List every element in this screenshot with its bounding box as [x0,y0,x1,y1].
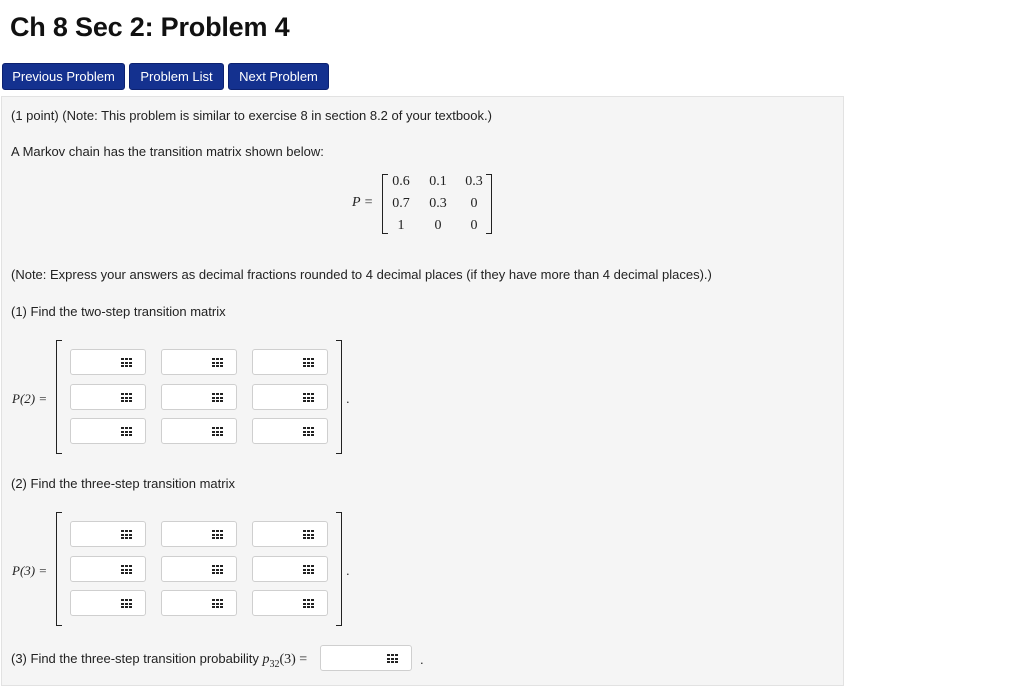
part1-label: (1) Find the two-step transition matrix [11,304,226,319]
grid-icon[interactable] [212,565,223,574]
grid-icon[interactable] [121,530,132,539]
grid-icon[interactable] [121,393,132,402]
matrix-p-cell: 0 [470,218,478,233]
grid-icon[interactable] [212,599,223,608]
p2-answer-cell[interactable] [252,384,328,410]
p3-answer-cell[interactable] [70,556,146,582]
grid-icon[interactable] [303,427,314,436]
p3-answer-cell[interactable] [70,521,146,547]
grid-icon[interactable] [212,393,223,402]
matrix-p-cell: 0.1 [429,174,447,189]
grid-icon[interactable] [303,393,314,402]
p3-label: P(3) = [12,563,48,578]
p2-answer-cell[interactable] [161,418,237,444]
part3-period: . [420,652,424,667]
p2-answer-cell[interactable] [70,384,146,410]
matrix-p-cell: 0 [470,196,478,211]
problem-intro: (1 point) (Note: This problem is similar to exercise 8 in section 8.2 of your textbook.) [11,108,492,123]
grid-icon[interactable] [303,530,314,539]
p2-answer-cell[interactable] [70,349,146,375]
p3-left-bracket [56,512,62,626]
grid-icon[interactable] [121,599,132,608]
part3-math-symbol: p [262,652,270,667]
p2-right-bracket [336,340,342,454]
page-title: Ch 8 Sec 2: Problem 4 [10,12,290,42]
part3-math-subscript: 32 [269,658,280,670]
p32-answer-cell[interactable] [320,645,412,671]
p3-right-bracket [336,512,342,626]
next-problem-button[interactable]: Next Problem [228,63,329,90]
p3-answer-cell[interactable] [161,590,237,616]
p3-answer-cell[interactable] [252,590,328,616]
previous-problem-button[interactable]: Previous Problem [2,63,125,90]
p2-answer-cell[interactable] [252,418,328,444]
grid-icon[interactable] [121,427,132,436]
p2-answer-cell[interactable] [252,349,328,375]
p3-answer-cell[interactable] [161,521,237,547]
matrix-p-cell: 0.7 [392,196,410,211]
p2-answer-cell[interactable] [161,349,237,375]
part3-math [262,652,308,670]
grid-icon[interactable] [303,358,314,367]
part3-math-suffix: (3) = [279,652,308,667]
p3-answer-cell[interactable] [161,556,237,582]
p2-label: P(2) = [12,391,48,406]
part2-label: (2) Find the three-step transition matrix [11,476,235,491]
p2-answer-cell[interactable] [161,384,237,410]
matrix-p-cell: 1 [397,218,405,233]
grid-icon[interactable] [303,565,314,574]
p32-answer-input[interactable] [321,646,393,670]
p3-period: . [346,563,350,578]
matrix-p-cell: 0.3 [465,174,483,189]
grid-icon[interactable] [212,427,223,436]
matrix-p-cell: 0.3 [429,196,447,211]
p2-left-bracket [56,340,62,454]
part3-label [11,651,307,670]
problem-statement: A Markov chain has the transition matrix shown below: [11,144,324,159]
p3-answer-cell[interactable] [252,521,328,547]
p3-answer-cell[interactable] [70,590,146,616]
grid-icon[interactable] [121,565,132,574]
rounding-note: (Note: Express your answers as decimal fractions rounded to 4 decimal places (if they have more than 4 decimal places).) [11,267,712,282]
matrix-p-label: P = [352,195,374,210]
part3-label-text: (3) Find the three-step transition probability [11,651,259,666]
grid-icon[interactable] [121,358,132,367]
matrix-p-cell: 0.6 [392,174,410,189]
matrix-p-cell: 0 [434,218,442,233]
problem-list-button[interactable]: Problem List [129,63,224,90]
p2-answer-cell[interactable] [70,418,146,444]
grid-icon[interactable] [212,358,223,367]
p3-answer-cell[interactable] [252,556,328,582]
p2-period: . [346,391,350,406]
grid-icon[interactable] [212,530,223,539]
grid-icon[interactable] [387,654,398,663]
grid-icon[interactable] [303,599,314,608]
